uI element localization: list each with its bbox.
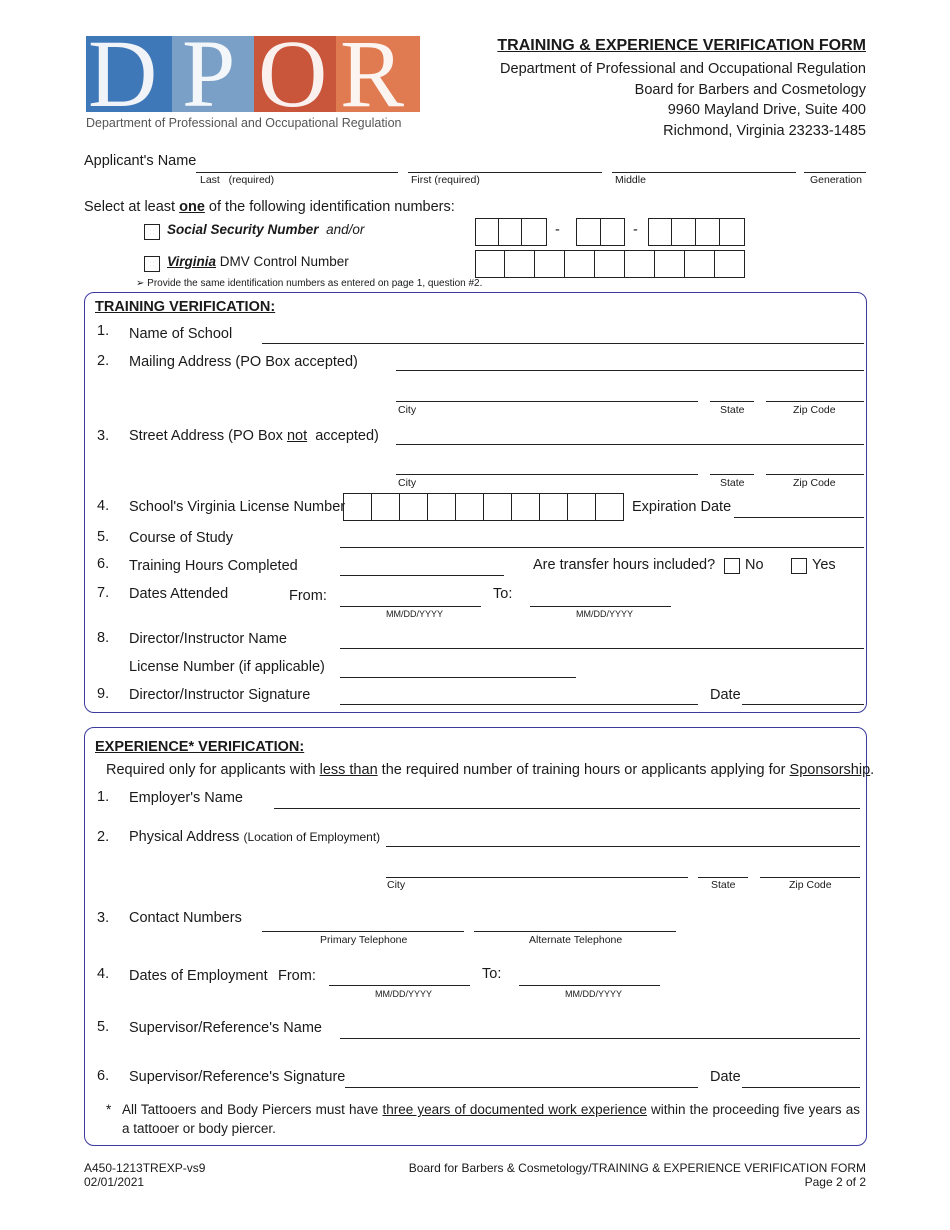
applicant-name-label: Applicant's Name: [84, 153, 197, 169]
experience-heading: EXPERIENCE* VERIFICATION:: [95, 739, 305, 755]
transfer-label: Are transfer hours included?: [533, 557, 716, 573]
form-date: 02/01/2021: [84, 1175, 145, 1189]
supervisor-date-label: Date: [710, 1069, 741, 1085]
training-num-8: 8.: [97, 630, 110, 646]
supervisor-date-field[interactable]: [742, 1087, 860, 1088]
dpor-logo-graphic: [86, 36, 420, 116]
school-name-field[interactable]: [262, 343, 864, 344]
employment-from-label: From:: [278, 968, 316, 984]
header-board: Board for Barbers and Cosmetology: [634, 82, 866, 98]
mailing-address-label: Mailing Address (PO Box accepted): [129, 354, 358, 370]
dates-to-label: To:: [493, 586, 513, 602]
exp-num-1: 1.: [97, 789, 110, 805]
exp-zip-field[interactable]: [760, 877, 860, 878]
supervisor-signature-field[interactable]: [345, 1087, 698, 1088]
svg-text:R: R: [340, 36, 405, 116]
street-city-field[interactable]: [396, 474, 698, 475]
last-name-field[interactable]: [196, 172, 398, 173]
ident-intro: Select at least one of the following identification numbers:: [84, 199, 455, 215]
director-signature-label: Director/Instructor Signature: [129, 687, 311, 703]
training-heading: TRAINING VERIFICATION:: [95, 299, 276, 315]
transfer-yes-checkbox[interactable]: [791, 558, 807, 574]
employment-from-field[interactable]: [329, 985, 470, 986]
transfer-no-label: No: [745, 557, 764, 573]
mailing-zip-caption: Zip Code: [793, 404, 836, 416]
dates-from-field[interactable]: [340, 606, 481, 607]
training-num-1: 1.: [97, 323, 110, 339]
license-number-field[interactable]: [340, 677, 576, 678]
license-number-label: License Number (if applicable): [129, 659, 325, 675]
dmv-checkbox[interactable]: [144, 256, 160, 272]
school-license-label: School's Virginia License Number: [129, 499, 346, 515]
transfer-no-checkbox[interactable]: [724, 558, 740, 574]
ssn-group-2[interactable]: [576, 218, 625, 246]
employment-dates-label: Dates of Employment: [129, 968, 268, 984]
supervisor-name-field[interactable]: [340, 1038, 860, 1039]
employer-name-label: Employer's Name: [129, 790, 243, 806]
exp-num-2: 2.: [97, 829, 110, 845]
mailing-city-field[interactable]: [396, 401, 698, 402]
course-label: Course of Study: [129, 530, 233, 546]
training-num-5: 5.: [97, 529, 110, 545]
street-address-label: Street Address (PO Box not accepted): [129, 428, 379, 444]
training-num-7: 7.: [97, 585, 110, 601]
employment-from-caption: MM/DD/YYYY: [375, 989, 433, 999]
supervisor-name-label: Supervisor/Reference's Name: [129, 1020, 322, 1036]
svg-text:D: D: [88, 36, 158, 116]
employment-to-label: To:: [482, 966, 502, 982]
exp-city-field[interactable]: [386, 877, 688, 878]
page-number: Page 2 of 2: [804, 1175, 866, 1189]
director-name-label: Director/Instructor Name: [129, 631, 287, 647]
dpor-logo: [86, 36, 420, 132]
expiration-date-label: Expiration Date: [632, 499, 732, 515]
street-state-field[interactable]: [710, 474, 754, 475]
hours-field[interactable]: [340, 575, 504, 576]
dates-from-label: From:: [289, 588, 327, 604]
generation-field[interactable]: [804, 172, 866, 173]
generation-caption: Generation: [810, 174, 862, 186]
logo-caption: Department of Professional and Occupational Regulation: [86, 116, 402, 130]
experience-requirement: Required only for applicants with less than the required number of training hours or applicants applying for Sponsorship.: [106, 762, 875, 778]
svg-text:P: P: [182, 36, 236, 116]
middle-name-caption: Middle: [615, 174, 646, 186]
hours-label: Training Hours Completed: [129, 558, 298, 574]
exp-zip-caption: Zip Code: [789, 879, 832, 891]
middle-name-field[interactable]: [612, 172, 796, 173]
training-num-2: 2.: [97, 353, 110, 369]
dates-to-field[interactable]: [530, 606, 671, 607]
exp-num-5: 5.: [97, 1019, 110, 1035]
mailing-state-caption: State: [720, 404, 745, 416]
exp-city-caption: City: [387, 879, 406, 891]
ident-note: ➢ Provide the same identification numbers as entered on page 1, question #2.: [136, 278, 483, 289]
primary-telephone-caption: Primary Telephone: [320, 934, 408, 946]
first-name-field[interactable]: [408, 172, 602, 173]
header-street: 9960 Mayland Drive, Suite 400: [667, 102, 866, 118]
director-name-field[interactable]: [340, 648, 864, 649]
employment-to-caption: MM/DD/YYYY: [565, 989, 623, 999]
director-date-field[interactable]: [742, 704, 864, 705]
alternate-telephone-field[interactable]: [474, 931, 676, 932]
alternate-telephone-caption: Alternate Telephone: [529, 934, 623, 946]
exp-state-field[interactable]: [698, 877, 748, 878]
mailing-city-caption: City: [398, 404, 417, 416]
dates-to-caption: MM/DD/YYYY: [576, 609, 634, 619]
exp-num-3: 3.: [97, 910, 110, 926]
ssn-group-1[interactable]: [475, 218, 547, 246]
training-num-3: 3.: [97, 428, 110, 444]
header-dept: Department of Professional and Occupational Regulation: [500, 61, 866, 77]
expiration-date-field[interactable]: [734, 517, 864, 518]
form-title: TRAINING & EXPERIENCE VERIFICATION FORM: [497, 37, 866, 54]
exp-num-4: 4.: [97, 966, 110, 982]
course-field[interactable]: [340, 547, 864, 548]
training-num-9: 9.: [97, 686, 110, 702]
mailing-zip-field[interactable]: [766, 401, 864, 402]
form-code: A450-1213TREXP-vs9: [84, 1161, 206, 1175]
dates-from-caption: MM/DD/YYYY: [386, 609, 444, 619]
street-state-caption: State: [720, 477, 745, 489]
director-signature-field[interactable]: [340, 704, 698, 705]
ssn-dash-2: -: [633, 222, 638, 238]
svg-text:O: O: [258, 36, 328, 116]
ssn-group-3[interactable]: [648, 218, 745, 246]
training-num-4: 4.: [97, 498, 110, 514]
dates-attended-label: Dates Attended: [129, 586, 229, 602]
mailing-state-field[interactable]: [710, 401, 754, 402]
dmv-number-field[interactable]: [475, 250, 745, 278]
dmv-label: Virginia DMV Control Number: [167, 254, 349, 269]
physical-address-label: Physical Address (Location of Employment): [129, 829, 381, 845]
street-city-caption: City: [398, 477, 417, 489]
school-name-label: Name of School: [129, 326, 233, 342]
transfer-yes-label: Yes: [812, 557, 836, 573]
ssn-checkbox[interactable]: [144, 224, 160, 240]
contact-numbers-label: Contact Numbers: [129, 910, 242, 926]
ssn-label: Social Security Number and/or: [167, 222, 365, 237]
physical-address-field[interactable]: [386, 846, 860, 847]
exp-state-caption: State: [711, 879, 736, 891]
employment-to-field[interactable]: [519, 985, 660, 986]
supervisor-signature-label: Supervisor/Reference's Signature: [129, 1069, 346, 1085]
footnote-star: *: [106, 1102, 112, 1117]
first-name-caption: First (required): [411, 174, 480, 186]
footer-board: Board for Barbers & Cosmetology/TRAINING & EXPERIENCE VERIFICATION FORM: [408, 1161, 866, 1175]
employer-name-field[interactable]: [274, 808, 860, 809]
school-license-field[interactable]: [343, 493, 624, 521]
header-city: Richmond, Virginia 23233-1485: [663, 123, 866, 139]
street-zip-field[interactable]: [766, 474, 864, 475]
exp-num-6: 6.: [97, 1068, 110, 1084]
footnote-text: All Tattooers and Body Piercers must have three years of documented work experience within the proceeding five years as a tattooer or body piercer.: [122, 1102, 860, 1136]
training-num-6: 6.: [97, 556, 110, 572]
street-address-field[interactable]: [396, 444, 864, 445]
primary-telephone-field[interactable]: [262, 931, 464, 932]
street-zip-caption: Zip Code: [793, 477, 836, 489]
ssn-dash-1: -: [555, 222, 560, 238]
director-date-label: Date: [710, 687, 741, 703]
last-name-caption: Last (required): [200, 174, 275, 186]
mailing-address-field[interactable]: [396, 370, 864, 371]
